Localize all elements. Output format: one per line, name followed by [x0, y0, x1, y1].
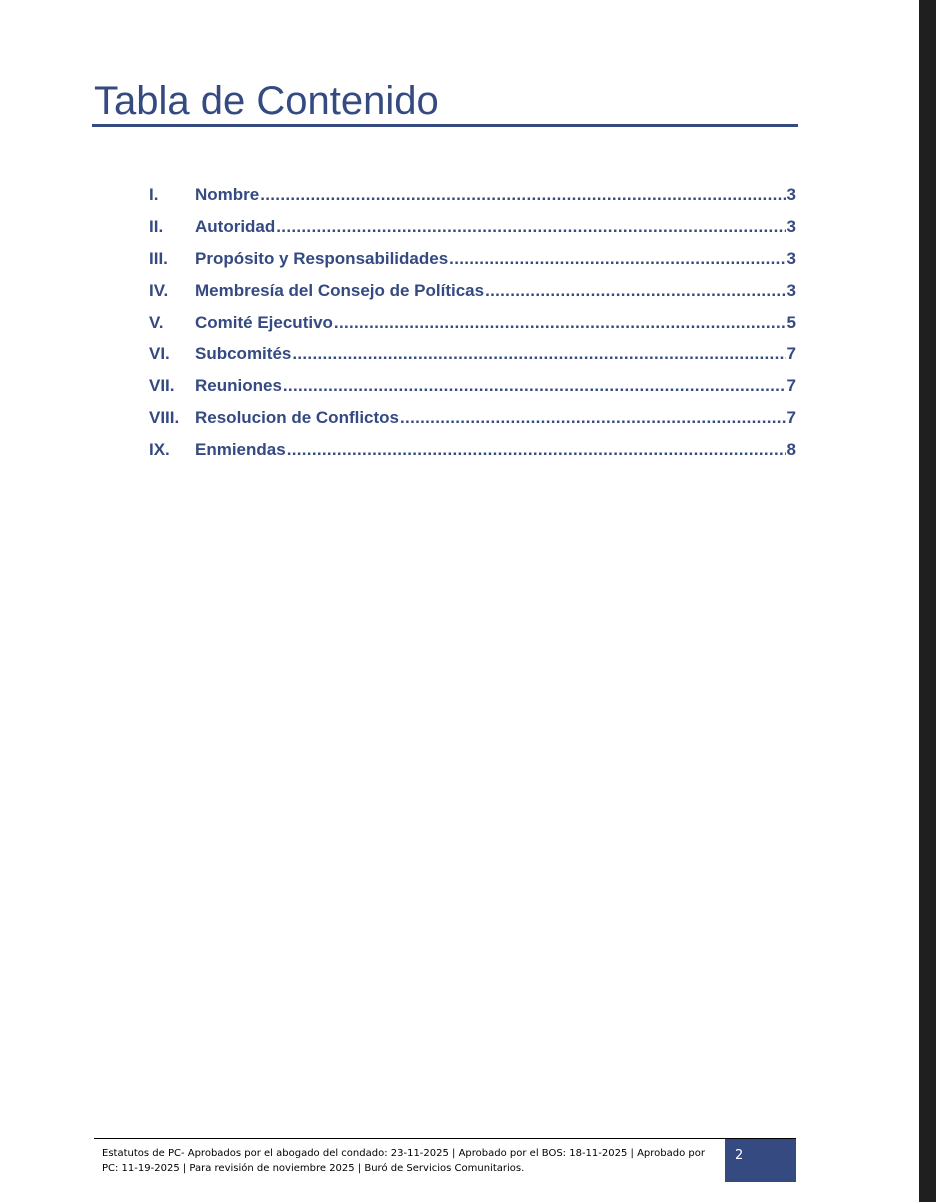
toc-number: IX.: [149, 440, 170, 460]
toc-label: Enmiendas: [195, 440, 286, 460]
toc-label: Nombre: [195, 185, 260, 204]
toc-dot-leader: [283, 376, 786, 396]
toc-label: Membresía del Consejo de Políticas: [195, 280, 485, 300]
toc-label: Resolucion de Conflictos: [195, 408, 400, 428]
toc-entry-comite-ejecutivo[interactable]: [149, 313, 796, 345]
toc-label: Subcomités: [195, 344, 292, 364]
toc-dot-leader: [400, 408, 786, 428]
toc-dot-leader: [292, 344, 785, 364]
page-number-badge: [725, 1139, 796, 1182]
toc-entry-resolucion-conflictos[interactable]: [149, 408, 796, 440]
toc-page-number: 3: [786, 185, 796, 204]
toc-entry-proposito[interactable]: [149, 249, 796, 281]
toc-page-number: 3: [786, 280, 796, 300]
toc-dot-leader: [276, 217, 785, 237]
toc-label: Autoridad: [195, 216, 276, 236]
toc-entry-enmiendas[interactable]: [149, 440, 796, 472]
toc-label: Propósito y Responsabilidades: [195, 248, 449, 268]
page-number: 2: [735, 1148, 744, 1163]
toc-entry-subcomites[interactable]: [149, 344, 796, 376]
toc-page-number: 3: [786, 216, 796, 236]
toc-dot-leader: [260, 185, 785, 205]
toc-dot-leader: [485, 281, 785, 301]
toc-page-number: 7: [786, 376, 796, 396]
toc-page-number: 7: [786, 344, 796, 364]
toc-number: VI.: [149, 344, 170, 364]
footer-text: Estatutos de PC- Aprobados por el abogado del condado: 23-11-2025 | Aprobado por el BOS: 18-11-2025 | Aprobado por PC: 11-19-2025 | Para revisión de noviembre 2025 | Buró de Servicios Comunitarios.: [102, 1148, 705, 1174]
toc-entry-reuniones[interactable]: [149, 376, 796, 408]
toc-label: Comité Ejecutivo: [195, 312, 333, 332]
toc-dot-leader: [287, 440, 786, 460]
toc-number: III.: [149, 248, 168, 268]
toc-number: I.: [149, 185, 159, 204]
page-title: Tabla de Contenido: [94, 79, 439, 123]
toc-page-number: 3: [786, 248, 796, 268]
toc-number: VIII.: [149, 408, 180, 428]
toc-entry-membresia[interactable]: [149, 281, 796, 313]
toc-page-number: 8: [786, 440, 796, 460]
toc-label: Reuniones: [195, 376, 282, 396]
toc-entry-autoridad[interactable]: [149, 217, 796, 249]
toc-page-number: 5: [786, 312, 796, 332]
toc-number: V.: [149, 312, 164, 332]
toc-number: IV.: [149, 280, 169, 300]
toc-number: II.: [149, 216, 164, 236]
toc-dot-leader: [449, 249, 785, 269]
page-footer: [94, 1138, 796, 1182]
toc-entry-nombre[interactable]: [149, 185, 796, 217]
table-of-contents: [149, 185, 796, 472]
toc-number: VII.: [149, 376, 175, 396]
toc-page-number: 7: [786, 408, 796, 428]
toc-dot-leader: [334, 313, 786, 333]
title-rule: [92, 124, 798, 127]
window-edge: [919, 0, 936, 1202]
